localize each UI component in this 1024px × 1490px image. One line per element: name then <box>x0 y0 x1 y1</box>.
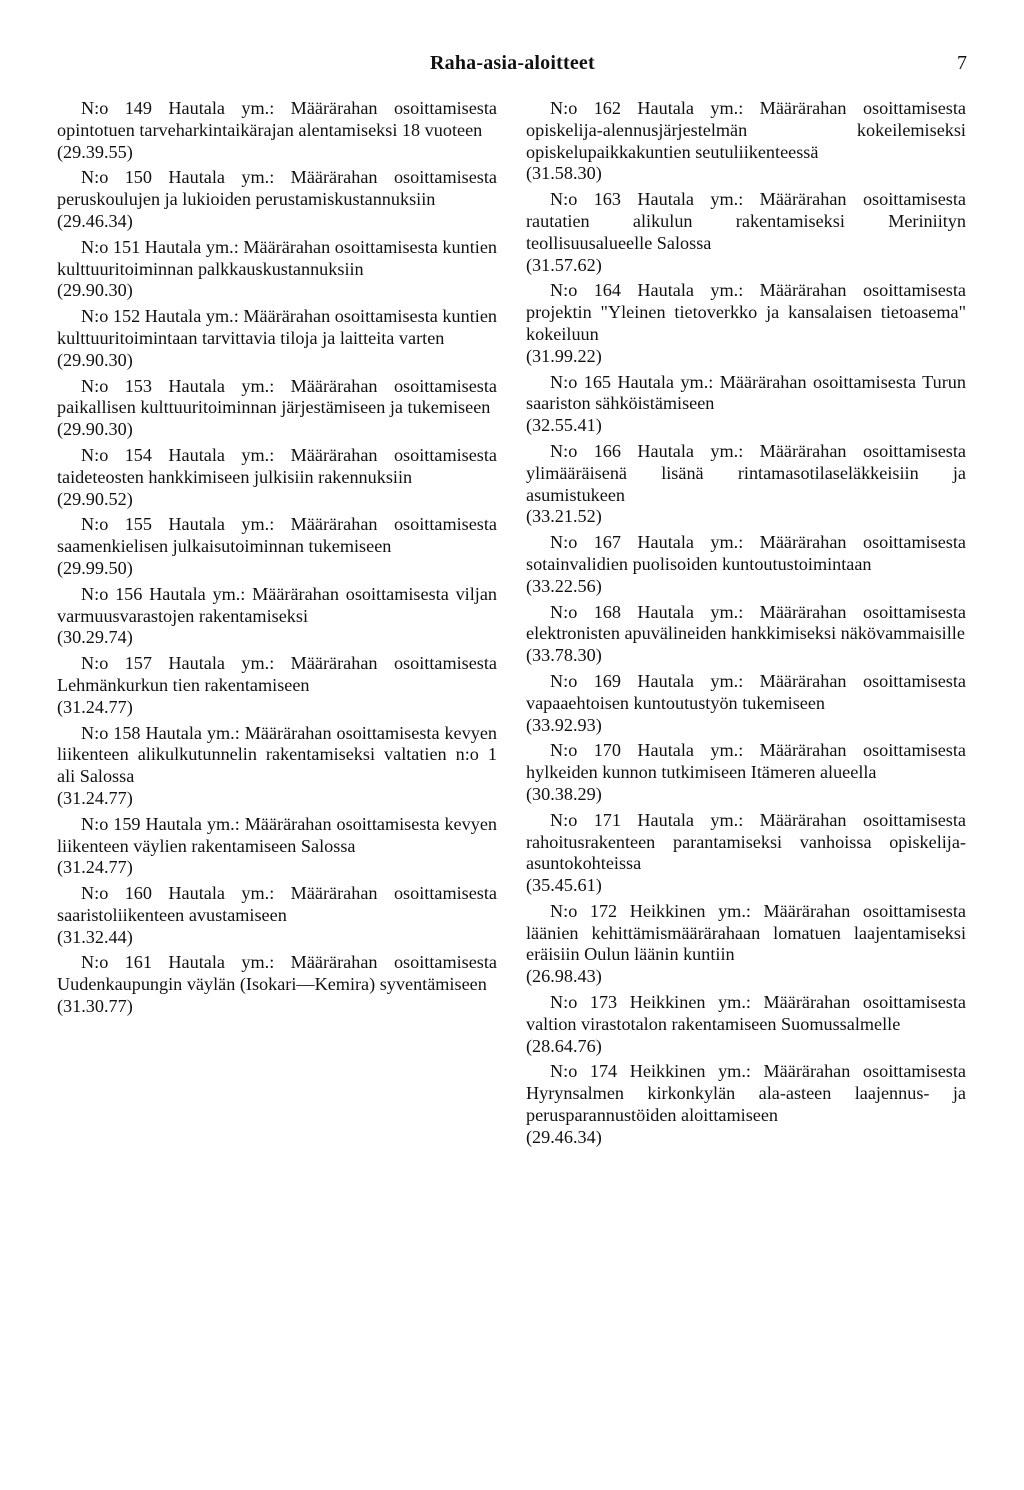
motion-entry <box>57 306 497 371</box>
motion-entry <box>526 740 966 805</box>
motion-entry <box>526 810 966 897</box>
budget-reference: (29.99.50) <box>57 557 133 578</box>
motion-text: N:o 167 Hautala ym.: Määrärahan osoittamisesta sotainvalidien puolisoiden kuntoutustoimintaan <box>526 532 966 574</box>
motion-text: N:o 157 Hautala ym.: Määrärahan osoittamisesta Lehmänkurkun tien rakentamiseen <box>57 653 497 695</box>
running-header <box>0 52 1024 86</box>
motion-entry <box>57 814 497 879</box>
motion-text: N:o 152 Hautala ym.: Määrärahan osoittamisesta kuntien kulttuuritoimintaan tarvittavia tiloja ja laitteita varten <box>57 306 497 348</box>
motion-text: N:o 161 Hautala ym.: Määrärahan osoittamisesta Uudenkaupungin väylän (Isokari—Kemira) syventämiseen <box>57 952 497 995</box>
motion-entry <box>526 189 966 276</box>
budget-reference: (29.46.34) <box>57 210 133 231</box>
page-number: 7 <box>957 52 967 74</box>
budget-reference: (33.78.30) <box>526 645 602 666</box>
budget-reference: (30.38.29) <box>526 783 602 804</box>
budget-reference: (32.55.41) <box>526 415 602 436</box>
budget-reference: (26.98.43) <box>526 966 602 987</box>
budget-reference: (33.22.56) <box>526 575 602 596</box>
budget-reference: (35.45.61) <box>526 875 602 896</box>
budget-reference: (33.21.52) <box>526 506 602 527</box>
motion-text: N:o 171 Hautala ym.: Määrärahan osoittamisesta rahoitusrakenteen parantamiseksi vanhoissa opiskelija-asuntokohteissa <box>526 809 966 874</box>
motion-text: N:o 165 Hautala ym.: Määrärahan osoittamisesta Turun saariston sähköistämiseen <box>526 371 966 414</box>
motion-entry <box>526 901 966 988</box>
motion-text: N:o 163 Hautala ym.: Määrärahan osoittamisesta rautatien alikulun rakentamiseksi Meriniityn teollisuusalueelle Salossa <box>526 189 966 253</box>
motion-entry <box>526 98 966 185</box>
motion-entry <box>57 584 497 649</box>
motion-entry <box>526 280 966 367</box>
motion-text: N:o 170 Hautala ym.: Määrärahan osoittamisesta hylkeiden kunnon tutkimiseen Itämeren alueella <box>526 740 966 783</box>
motion-entry <box>526 1061 966 1148</box>
budget-reference: (29.90.52) <box>57 488 133 509</box>
motion-text: N:o 158 Hautala ym.: Määrärahan osoittamisesta kevyen liikenteen alikulkutunnelin rakentamiseksi valtatien n:o 1 ali Salossa <box>57 722 497 787</box>
budget-reference: (31.58.30) <box>526 163 602 184</box>
motion-entry <box>526 532 966 597</box>
motion-text: N:o 174 Heikkinen ym.: Määrärahan osoittamisesta Hyrynsalmen kirkonkylän ala-asteen laajennus- ja perusparannustöiden aloittamiseen <box>526 1061 966 1126</box>
motion-text: N:o 154 Hautala ym.: Määrärahan osoittamisesta taideteosten hankkimiseen julkisiin rakennuksiin <box>57 444 497 487</box>
budget-reference: (31.57.62) <box>526 254 602 275</box>
budget-reference: (29.39.55) <box>57 141 133 162</box>
budget-reference: (29.90.30) <box>57 419 133 440</box>
budget-reference: (33.92.93) <box>526 714 602 735</box>
budget-reference: (31.24.77) <box>57 696 133 717</box>
motion-entry <box>526 441 966 528</box>
motion-entry <box>57 237 497 302</box>
motion-entry <box>57 723 497 810</box>
motion-text: N:o 173 Heikkinen ym.: Määrärahan osoittamisesta valtion virastotalon rakentamiseen Suomussalmelle <box>526 992 966 1034</box>
motion-text: N:o 172 Heikkinen ym.: Määrärahan osoittamisesta läänien kehittämismäärärahaan lomatuen laajentamiseksi eräisiin Oulun läänin kuntiin <box>526 900 966 965</box>
motion-text: N:o 169 Hautala ym.: Määrärahan osoittamisesta vapaaehtoisen kuntoutustyön tukemiseen <box>526 670 966 713</box>
motion-text: N:o 151 Hautala ym.: Määrärahan osoittamisesta kuntien kulttuuritoiminnan palkkauskustannuksiin <box>57 236 497 279</box>
budget-reference: (29.46.34) <box>526 1126 602 1147</box>
motion-text: N:o 162 Hautala ym.: Määrärahan osoittamisesta opiskelija-alennusjärjestelmän kokeilemiseksi opiskelupaikkakuntien seutuliikenteessä <box>526 98 966 162</box>
motion-entry <box>526 372 966 437</box>
budget-reference: (31.32.44) <box>57 926 133 947</box>
motion-entry <box>57 952 497 1017</box>
budget-reference: (30.29.74) <box>57 627 133 648</box>
motion-text: N:o 166 Hautala ym.: Määrärahan osoittamisesta ylimääräisenä lisänä rintamasotilaseläkkeisiin ja asumistukeen <box>526 440 966 505</box>
motion-entry <box>57 445 497 510</box>
motion-text: N:o 149 Hautala ym.: Määrärahan osoittamisesta opintotuen tarveharkintaikärajan alentamiseksi 18 vuoteen <box>57 98 497 140</box>
motion-text: N:o 156 Hautala ym.: Määrärahan osoittamisesta viljan varmuusvarastojen rakentamiseksi <box>57 583 497 626</box>
motion-text: N:o 160 Hautala ym.: Määrärahan osoittamisesta saaristoliikenteen avustamiseen <box>57 883 497 925</box>
motion-text: N:o 150 Hautala ym.: Määrärahan osoittamisesta peruskoulujen ja lukioiden perustamiskustannuksiin <box>57 167 497 210</box>
left-column <box>57 98 497 1022</box>
motion-text: N:o 159 Hautala ym.: Määrärahan osoittamisesta kevyen liikenteen väylien rakentamiseen Salossa <box>57 813 497 856</box>
budget-reference: (31.99.22) <box>526 345 602 366</box>
budget-reference: (31.30.77) <box>57 996 133 1017</box>
budget-reference: (29.90.30) <box>57 280 133 301</box>
motion-entry <box>57 376 497 441</box>
right-column <box>526 98 966 1153</box>
motion-entry <box>57 167 497 232</box>
motion-entry <box>526 602 966 667</box>
motion-entry <box>526 671 966 736</box>
motion-text: N:o 155 Hautala ym.: Määrärahan osoittamisesta saamenkielisen julkaisutoiminnan tukemiseen <box>57 514 497 557</box>
budget-reference: (28.64.76) <box>526 1035 602 1056</box>
budget-reference: (31.24.77) <box>57 787 133 808</box>
motion-entry <box>57 653 497 718</box>
budget-reference: (29.90.30) <box>57 349 133 370</box>
page-title: Raha-asia-aloitteet <box>430 52 595 74</box>
motion-text: N:o 164 Hautala ym.: Määrärahan osoittamisesta projektin "Yleinen tietoverkko ja kansalaisen tietoasema" kokeiluun <box>526 280 966 344</box>
motion-entry <box>526 992 966 1057</box>
motion-entry <box>57 883 497 948</box>
motion-text: N:o 153 Hautala ym.: Määrärahan osoittamisesta paikallisen kulttuuritoiminnan järjestämiseen ja tukemiseen <box>57 375 497 418</box>
budget-reference: (31.24.77) <box>57 857 133 878</box>
motion-entry <box>57 98 497 163</box>
motion-text: N:o 168 Hautala ym.: Määrärahan osoittamisesta elektronisten apuvälineiden hankkimiseksi näkövammaisille <box>526 601 966 644</box>
motion-entry <box>57 514 497 579</box>
